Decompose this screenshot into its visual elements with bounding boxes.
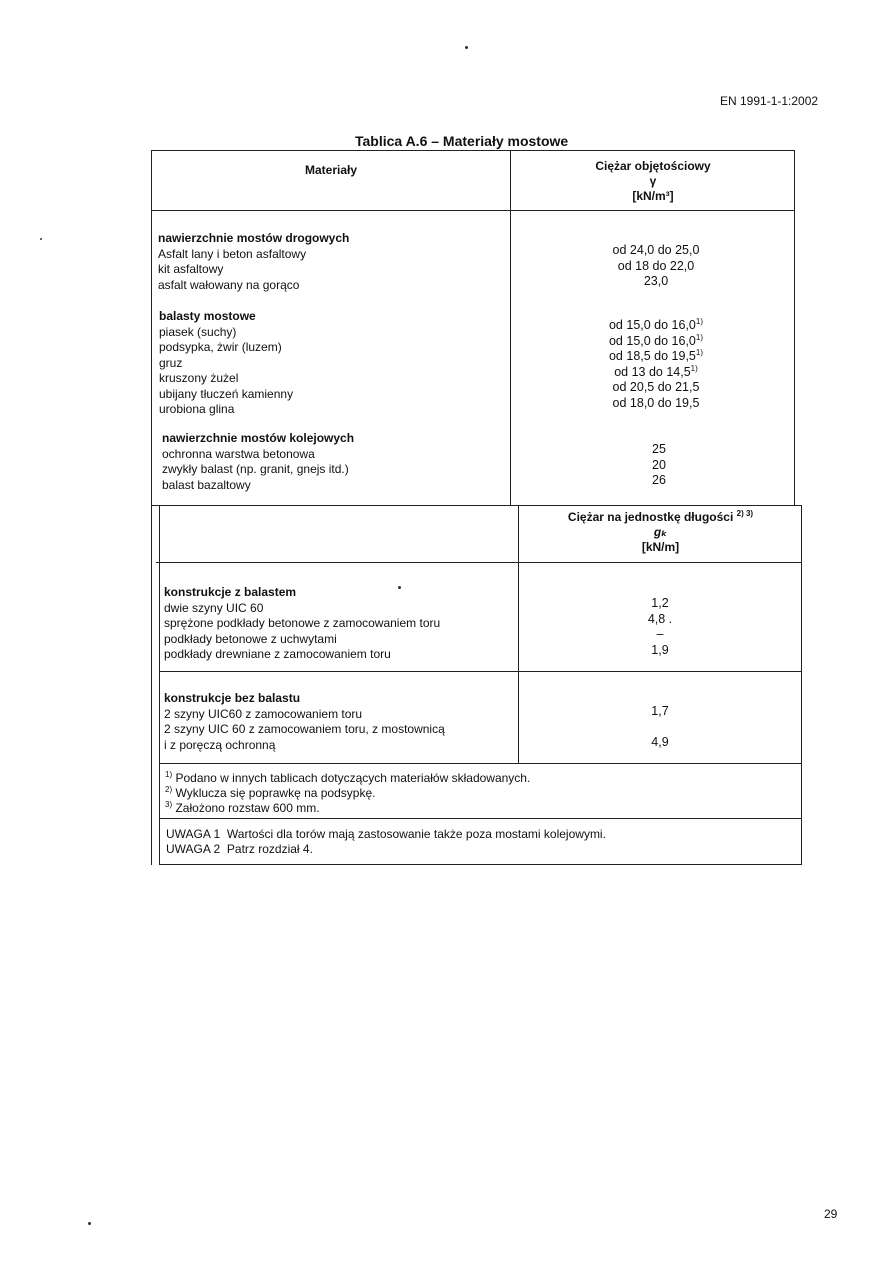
value: – xyxy=(656,627,664,641)
header-weight-title: Ciężar na jednostkę długości $^{2) 3)}$ xyxy=(567,509,754,524)
footnote-mark: 1) xyxy=(690,363,698,373)
value xyxy=(531,365,781,381)
value xyxy=(531,318,781,334)
material-item: podkłady betonowe z uchwytami xyxy=(164,631,337,646)
value xyxy=(535,720,785,736)
footnotes xyxy=(165,771,795,816)
value: 25 xyxy=(652,442,666,456)
material-item: gruz xyxy=(159,355,183,370)
material-item: sprężone podkłady betonowe z zamocowaniem toru xyxy=(164,616,441,630)
footnote-mark: 1) xyxy=(695,332,703,342)
value: od 18 do 22,0 xyxy=(617,258,695,273)
footnote-mark: 1) xyxy=(165,770,173,779)
group-heading: nawierzchnie mostów kolejowych xyxy=(162,431,355,445)
value-text: od 20,5 do 21,5 xyxy=(612,380,700,394)
material-item: asfalt wałowany na gorąco xyxy=(158,277,300,292)
footnote-text: Założono rozstaw 600 mm. xyxy=(175,801,320,815)
group-ballast xyxy=(159,309,509,418)
notes xyxy=(166,827,796,857)
footnote-mark: 1) xyxy=(695,316,703,326)
footnotes-separator xyxy=(159,763,802,764)
material-item: dwie szyny UIC 60 xyxy=(164,600,264,615)
left-border-lower xyxy=(159,506,160,865)
scan-speck xyxy=(40,238,42,240)
material-item: kruszony żużel xyxy=(159,371,239,385)
header2-separator xyxy=(156,562,802,563)
footnote-mark: 1) xyxy=(695,347,703,357)
note: UWAGA 2 Patrz rozdział 4. xyxy=(166,842,313,856)
value: 1,9 xyxy=(651,642,669,657)
header-unit-weight xyxy=(511,159,795,204)
material-item: 2 szyny UIC60 z zamocowaniem toru xyxy=(164,706,363,721)
group-road-bridges xyxy=(158,231,508,293)
value: 23,0 xyxy=(643,274,669,288)
note: UWAGA 1 Wartości dla torów mają zastosowanie także poza mostami kolejowymi. xyxy=(166,827,606,841)
gamma-symbol: γ xyxy=(649,174,657,188)
document-id: EN 1991-1-1:2002 xyxy=(720,94,819,108)
value: 1,7 xyxy=(651,704,669,718)
value: od 24,0 do 25,0 xyxy=(612,243,700,257)
material-item: kit asfaltowy xyxy=(158,262,224,276)
table-border-bottom xyxy=(160,864,802,865)
footnote xyxy=(165,786,795,801)
group-with-ballast xyxy=(164,585,514,663)
value-text: od 18,5 do 19,5 xyxy=(608,349,696,363)
values-with-ballast xyxy=(535,596,785,658)
value-text: od 18,0 do 19,5 xyxy=(612,395,700,410)
scan-speck xyxy=(88,1222,91,1225)
group-heading: konstrukcje z balastem xyxy=(164,585,297,599)
material-item: ubijany tłuczeń kamienny xyxy=(159,386,294,401)
material-item: 2 szyny UIC 60 z zamocowaniem toru, z mostownicą xyxy=(164,722,445,736)
group-heading: nawierzchnie mostów drogowych xyxy=(158,231,350,245)
value xyxy=(531,396,781,412)
footnote-mark: 2) 3) xyxy=(736,509,754,518)
footnote xyxy=(165,801,795,816)
material-item: zwykły balast (np. granit, gnejs itd.) xyxy=(162,462,349,476)
value-text: od 15,0 do 16,0 xyxy=(608,333,696,348)
gk-symbol: gₖ xyxy=(653,525,668,539)
material-item: balast bazaltowy xyxy=(162,477,251,492)
page-number: 29 xyxy=(824,1207,838,1221)
footnote-mark: 2) xyxy=(165,785,173,794)
notes-separator xyxy=(159,818,802,819)
value: 20 xyxy=(652,457,666,472)
footnote-mark: 3) xyxy=(165,800,173,809)
table-border-right-lower xyxy=(801,506,802,865)
value xyxy=(531,334,781,350)
materials-table xyxy=(151,150,803,865)
material-item: podsypka, żwir (luzem) xyxy=(159,340,282,354)
header-weight-per-length xyxy=(519,510,802,555)
material-item: piasek (suchy) xyxy=(159,324,237,339)
value-text: od 13 do 14,5 xyxy=(614,364,691,379)
header-unit: [kN/m] xyxy=(641,540,680,554)
group-separator xyxy=(159,671,802,672)
material-item: urobiona glina xyxy=(159,402,235,416)
values-ballast xyxy=(531,318,781,411)
group-heading: konstrukcje bez balastu xyxy=(164,691,301,705)
group-rail-bridges xyxy=(162,431,512,493)
footnote xyxy=(165,771,795,786)
header-unit: [kN/m³] xyxy=(632,189,674,203)
material-item: Asfalt lany i beton asfaltowy xyxy=(158,246,307,261)
table-title: Tablica A.6 – Materiały mostowe xyxy=(355,133,569,149)
group-without-ballast xyxy=(164,691,514,753)
value-text: od 15,0 do 16,0 xyxy=(608,318,696,332)
values-road-bridges xyxy=(531,243,781,290)
header-separator xyxy=(151,210,794,211)
value: 1,2 xyxy=(651,596,669,610)
value xyxy=(531,349,781,365)
values-rail-bridges xyxy=(534,442,784,489)
section-separator xyxy=(151,505,802,506)
footnote-text: Podano w innych tablicach dotyczących materiałów składowanych. xyxy=(175,771,531,785)
group-heading: balasty mostowe xyxy=(159,309,256,323)
header-unit-weight-title: Ciężar objętościowy xyxy=(595,159,711,173)
value: 4,8 . xyxy=(647,611,673,626)
footnote-text: Wyklucza się poprawkę na podsypkę. xyxy=(175,786,376,800)
value xyxy=(531,380,781,396)
value: 26 xyxy=(652,473,666,487)
material-item: ochronna warstwa betonowa xyxy=(162,446,315,461)
header-materials: Materiały xyxy=(304,163,358,177)
scan-speck xyxy=(465,46,468,49)
value: 4,9 xyxy=(651,735,669,749)
material-item: i z poręczą ochronną xyxy=(164,737,276,752)
values-without-ballast xyxy=(535,704,785,751)
table-border-left xyxy=(151,150,152,865)
table-border-top xyxy=(151,150,794,151)
material-item: podkłady drewniane z zamocowaniem toru xyxy=(164,647,391,661)
scan-speck xyxy=(398,586,401,589)
